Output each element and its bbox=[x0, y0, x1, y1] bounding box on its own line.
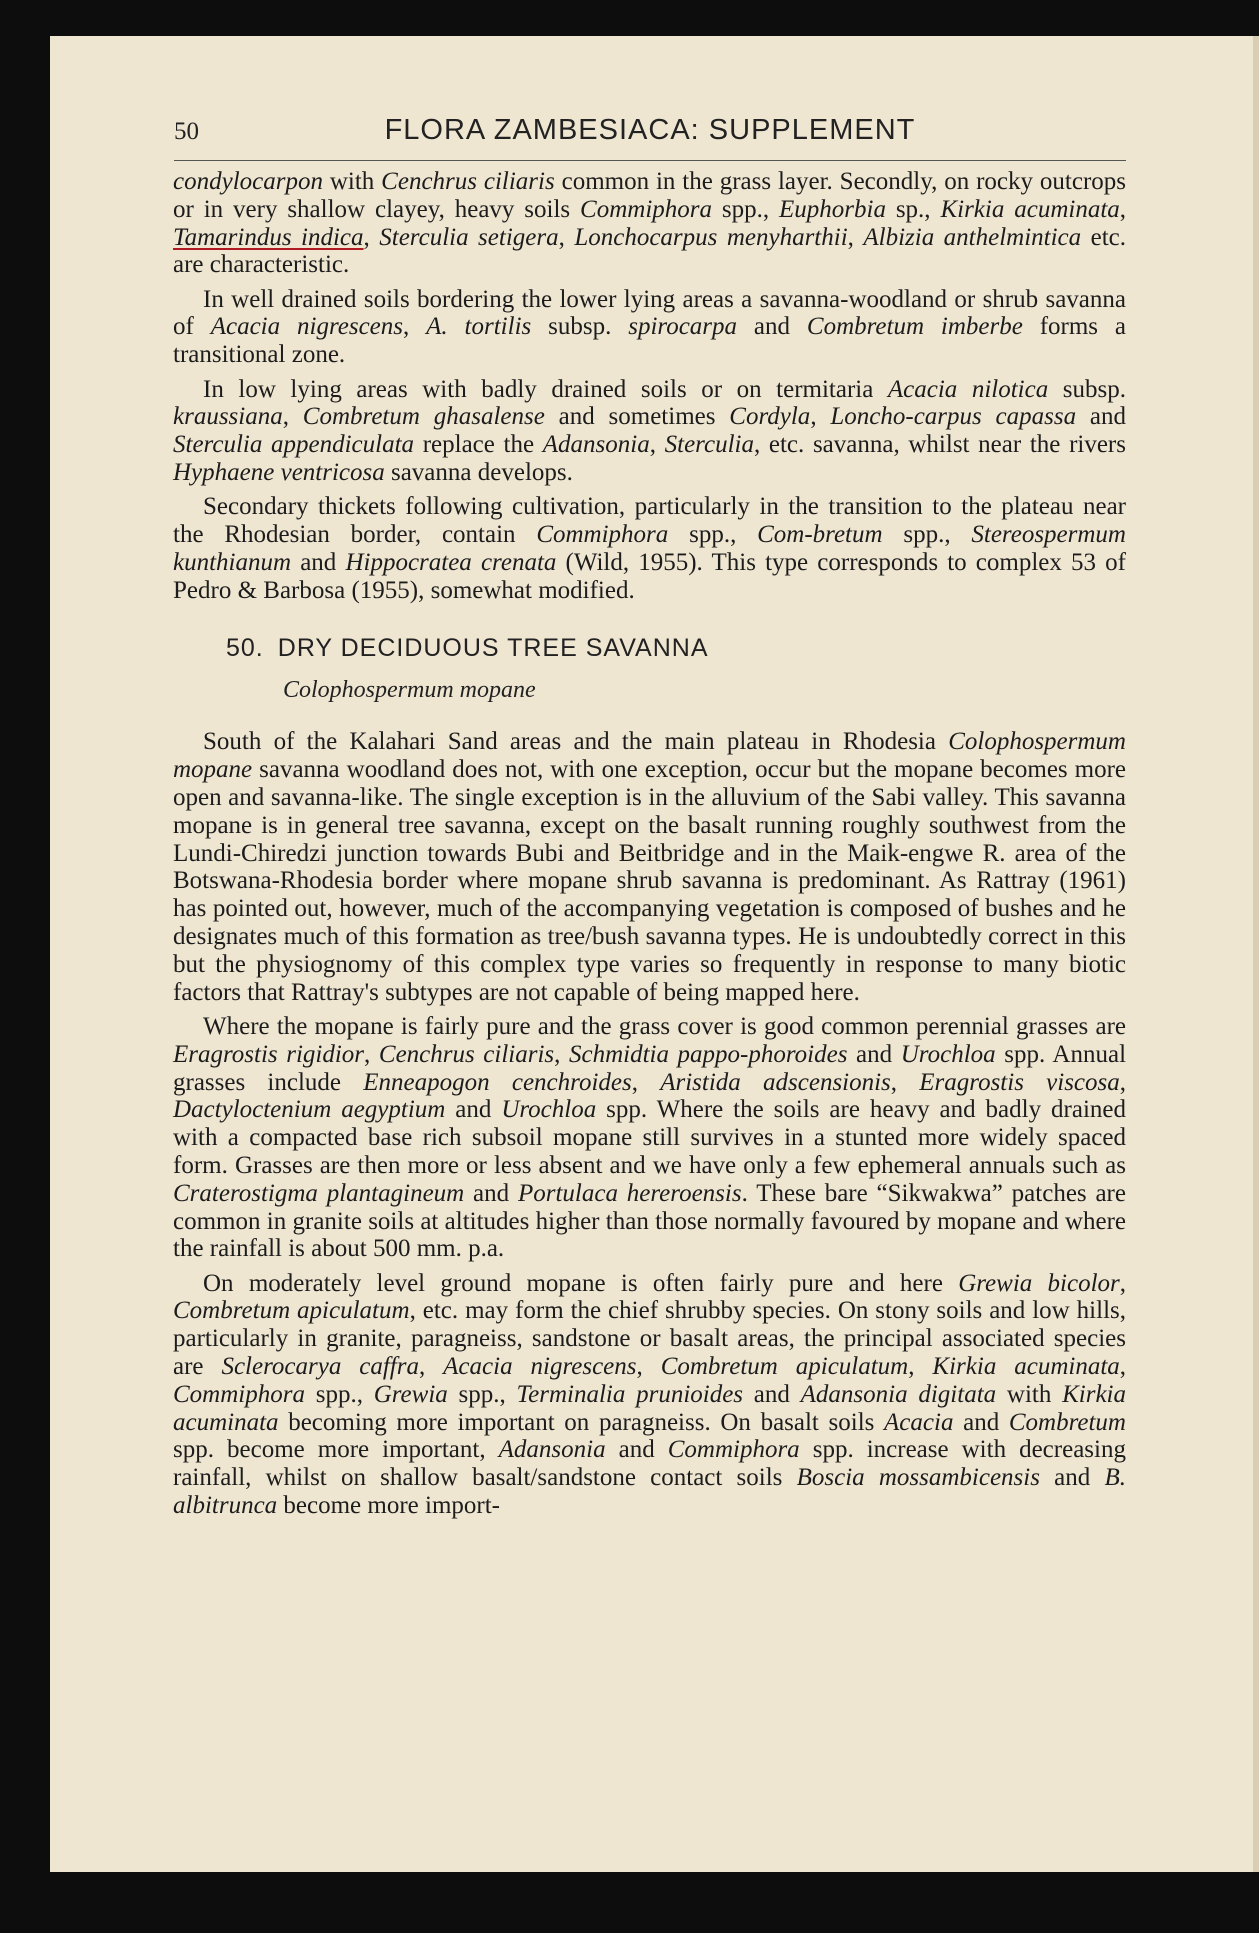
text-run: with bbox=[996, 1380, 1063, 1408]
text-run: becoming more important on paragneiss. On basalt soils bbox=[278, 1408, 885, 1436]
species-name: Schmidtia pappo-phoroides bbox=[568, 1040, 848, 1068]
text-run: subsp. bbox=[1048, 375, 1126, 403]
text-run: spp. increase with decreasing rainfall, whilst on shallow basalt/sandstone contact soils bbox=[173, 1436, 1126, 1492]
species-name: Acacia nilotica bbox=[887, 375, 1049, 403]
paragraph bbox=[173, 493, 1126, 604]
species-name: Kirkia acuminata bbox=[940, 195, 1120, 223]
text-run: Secondary thickets following cultivation, particularly in the transition to the plateau near the Rhodesian border, contain bbox=[173, 493, 1126, 549]
running-header bbox=[174, 110, 1126, 158]
species-name: Albizia anthelmintica bbox=[863, 223, 1082, 251]
species-name: Combretum bbox=[1008, 1408, 1126, 1436]
text-run: spp., bbox=[447, 1380, 517, 1408]
text-run: , bbox=[908, 1352, 933, 1380]
species-name: Cordyla bbox=[729, 403, 811, 431]
species-name: kraussiana bbox=[173, 403, 283, 431]
text-run: In low lying areas with badly drained soils or on termitaria bbox=[203, 375, 888, 403]
section-number: 50. bbox=[226, 634, 264, 663]
species-name: Enneapogon cenchroides bbox=[363, 1068, 632, 1096]
species-name: Tamarindus indica bbox=[173, 223, 364, 251]
paragraph bbox=[173, 728, 1126, 1006]
section-title: DRY DECIDUOUS TREE SAVANNA bbox=[277, 634, 709, 663]
text-run: and bbox=[847, 1040, 901, 1068]
species-name: Com-bretum bbox=[757, 521, 883, 549]
text-run: (Wild, 1955). This type corresponds to complex 53 of Pedro & Barbosa (1955), somewhat modified. bbox=[173, 548, 1126, 604]
text-run: , bbox=[282, 403, 303, 431]
species-name: Kirkia acuminata bbox=[932, 1352, 1120, 1380]
species-name: Commiphora bbox=[536, 521, 669, 549]
text-run: and bbox=[291, 548, 346, 576]
species-name: Aristida adscensionis bbox=[660, 1068, 891, 1096]
species-name: Sterculia appendiculata bbox=[173, 431, 415, 459]
species-name: Cenchrus ciliaris bbox=[381, 168, 555, 195]
species-name: Adansonia digitata bbox=[800, 1380, 997, 1408]
species-name: Acacia nigrescens bbox=[210, 313, 404, 341]
text-run: savanna woodland does not, with one exception, occur but the mopane becomes more open and savanna-like. The single exception is in the alluvium of the Sabi valley. This savanna mopane is in general tree savanna, except on the basalt running roughly southwest from the Lundi-Chiredzi junction towards Bubi and Beitbridge and in the Maik-engwe R. area of the Botswana-Rhodesia border where mopane shrub savanna is predominant. As Rattray (1961) has pointed out, however, much of the accompanying vegetation is composed of bushes and he designates much of this formation as tree/bush savanna types. He is undoubtedly correct in this but the physiognomy of this complex type varies so frequently in response to many biotic factors that Rattray's subtypes are not capable of being mapped here. bbox=[173, 756, 1126, 1006]
section-subtitle: Colophospermum mopane bbox=[283, 677, 536, 704]
page-number: 50 bbox=[174, 118, 199, 145]
text-run: become more import- bbox=[277, 1491, 501, 1519]
text-run: , etc. may form the chief shrubby species. On stony soils and low hills, particularly in granite, paragneiss, sandstone or basalt areas, the principal associated species are bbox=[173, 1297, 1126, 1380]
text-run: , bbox=[810, 403, 831, 431]
text-run: , bbox=[418, 1352, 444, 1380]
text-run: spp. become more important, bbox=[173, 1436, 499, 1464]
text-run: South of the Kalahari Sand areas and the main plateau in Rhodesia bbox=[203, 728, 949, 756]
species-name: Adansonia bbox=[498, 1436, 606, 1464]
species-name: Acacia bbox=[884, 1408, 954, 1436]
species-name: Hyphaene ventricosa bbox=[173, 458, 385, 486]
text-run: Where the mopane is fairly pure and the grass cover is good common perennial grasses are bbox=[203, 1012, 1126, 1040]
species-name: Combretum apiculatum bbox=[173, 1297, 410, 1325]
species-name: Commiphora bbox=[173, 1380, 305, 1408]
text-run: , bbox=[1119, 1068, 1127, 1096]
species-name: Acacia nigrescens bbox=[443, 1352, 637, 1380]
species-name: Cenchrus ciliaris bbox=[378, 1040, 555, 1068]
text-run: , etc. savanna, whilst near the rivers bbox=[753, 431, 1126, 459]
species-name: A. tortilis bbox=[426, 313, 532, 341]
text-run: replace the bbox=[414, 431, 543, 459]
text-run: , bbox=[364, 1040, 379, 1068]
text-run: spp., bbox=[712, 195, 779, 223]
text-run: , bbox=[847, 223, 864, 251]
species-name: Combretum imberbe bbox=[806, 313, 1023, 341]
text-run: and bbox=[953, 1408, 1009, 1436]
species-name: spirocarpa bbox=[628, 313, 738, 341]
text-run: spp., bbox=[668, 521, 758, 549]
text-run: forms a transitional zone. bbox=[173, 313, 1127, 369]
species-name: Sterculia setigera bbox=[379, 223, 559, 251]
paragraph bbox=[173, 168, 1126, 279]
text-run: , bbox=[558, 223, 575, 251]
text-run: and bbox=[464, 1179, 518, 1207]
species-name: Loncho-carpus capassa bbox=[830, 403, 1077, 431]
species-name: Hippocratea crenata bbox=[345, 548, 557, 576]
species-name: Stereospermum kunthianum bbox=[173, 521, 1126, 576]
text-run: , bbox=[1119, 195, 1127, 223]
species-name: Boscia mossambicensis bbox=[796, 1464, 1040, 1492]
species-name: Eragrostis viscosa bbox=[919, 1068, 1120, 1096]
species-name: Urochloa bbox=[501, 1096, 597, 1124]
running-title: FLORA ZAMBESIACA: SUPPLEMENT bbox=[384, 114, 916, 146]
species-name: Portulaca hereroensis bbox=[517, 1179, 742, 1207]
text-run: etc. are characteristic. bbox=[173, 223, 1127, 279]
text-run: , bbox=[403, 313, 427, 341]
text-run: common in the grass layer. Secondly, on rocky outcrops or in very shallow clayey, heavy soils bbox=[173, 168, 1126, 223]
text-run: and bbox=[737, 313, 807, 341]
text-run: spp. Annual grasses include bbox=[173, 1040, 1127, 1096]
species-name: Craterostigma plantagineum bbox=[173, 1179, 465, 1207]
text-run: sp., bbox=[885, 195, 941, 223]
species-name: Sclerocarya caffra bbox=[221, 1352, 419, 1380]
text-run: , bbox=[631, 1068, 661, 1096]
species-name: condylocarpon bbox=[173, 168, 323, 195]
species-name: Colophospermum mopane bbox=[173, 728, 1126, 784]
text-run: and bbox=[605, 1436, 668, 1464]
header-rule bbox=[174, 160, 1126, 161]
paragraph bbox=[173, 1270, 1126, 1520]
species-name: Grewia bbox=[373, 1380, 448, 1408]
species-name: B. albitrunca bbox=[173, 1464, 1126, 1519]
text-run: , bbox=[1119, 1269, 1126, 1297]
species-name: Combretum apiculatum bbox=[660, 1352, 909, 1380]
paragraph bbox=[173, 1013, 1126, 1263]
text-run: , bbox=[636, 1352, 661, 1380]
species-name: Urochloa bbox=[900, 1040, 996, 1068]
text-run: , bbox=[649, 431, 665, 459]
section-heading bbox=[173, 628, 1126, 668]
species-name: Eragrostis rigidior bbox=[173, 1040, 365, 1068]
species-name: Euphorbia bbox=[779, 195, 886, 223]
species-name: Grewia bicolor bbox=[958, 1269, 1120, 1297]
page-edge bbox=[1253, 36, 1259, 1872]
text-run: and sometimes bbox=[544, 403, 730, 431]
paragraph bbox=[173, 376, 1126, 487]
species-name: Terminalia prunioides bbox=[516, 1380, 744, 1408]
text-run: savanna develops. bbox=[384, 458, 573, 486]
paragraph bbox=[173, 286, 1126, 369]
text-run: , bbox=[554, 1040, 569, 1068]
species-name: Sterculia bbox=[664, 431, 754, 459]
page-body bbox=[173, 168, 1126, 1526]
text-run: spp. Where the soils are heavy and badly drained with a compacted base rich subsoil mopane still survives in a stunted more widely spaced form. Grasses are then more or less absent and we have only a few ephemeral annuals such as bbox=[173, 1096, 1126, 1179]
text-run: On moderately level ground mopane is often fairly pure and here bbox=[203, 1269, 959, 1297]
text-run: and bbox=[1039, 1464, 1105, 1492]
text-run: , bbox=[1119, 1352, 1127, 1380]
text-run: spp., bbox=[882, 521, 972, 549]
text-run: , bbox=[890, 1068, 920, 1096]
text-run: subsp. bbox=[531, 313, 629, 341]
species-name: Adansonia bbox=[542, 431, 650, 459]
species-name: Lonchocarpus menyharthii bbox=[574, 223, 848, 251]
text-run: and bbox=[743, 1380, 801, 1408]
species-name: Commiphora bbox=[667, 1436, 800, 1464]
text-run: and bbox=[445, 1096, 502, 1124]
species-name: Commiphora bbox=[580, 195, 712, 223]
text-run: . These bare “Sikwakwa” patches are common in granite soils at altitudes higher than those normally favoured by mopane and where the rainfall is about 500 mm. p.a. bbox=[173, 1179, 1126, 1263]
text-run: , bbox=[363, 223, 380, 251]
text-run: and bbox=[1076, 403, 1127, 431]
text-run: with bbox=[322, 168, 382, 195]
species-name: Combretum ghasalense bbox=[302, 403, 545, 431]
text-run: In well drained soils bordering the lower lying areas a savanna-woodland or shrub savanna of bbox=[173, 285, 1126, 341]
species-name: Dactyloctenium aegyptium bbox=[173, 1096, 446, 1124]
species-name: Kirkia acuminata bbox=[173, 1380, 1126, 1436]
text-run: spp., bbox=[304, 1380, 374, 1408]
